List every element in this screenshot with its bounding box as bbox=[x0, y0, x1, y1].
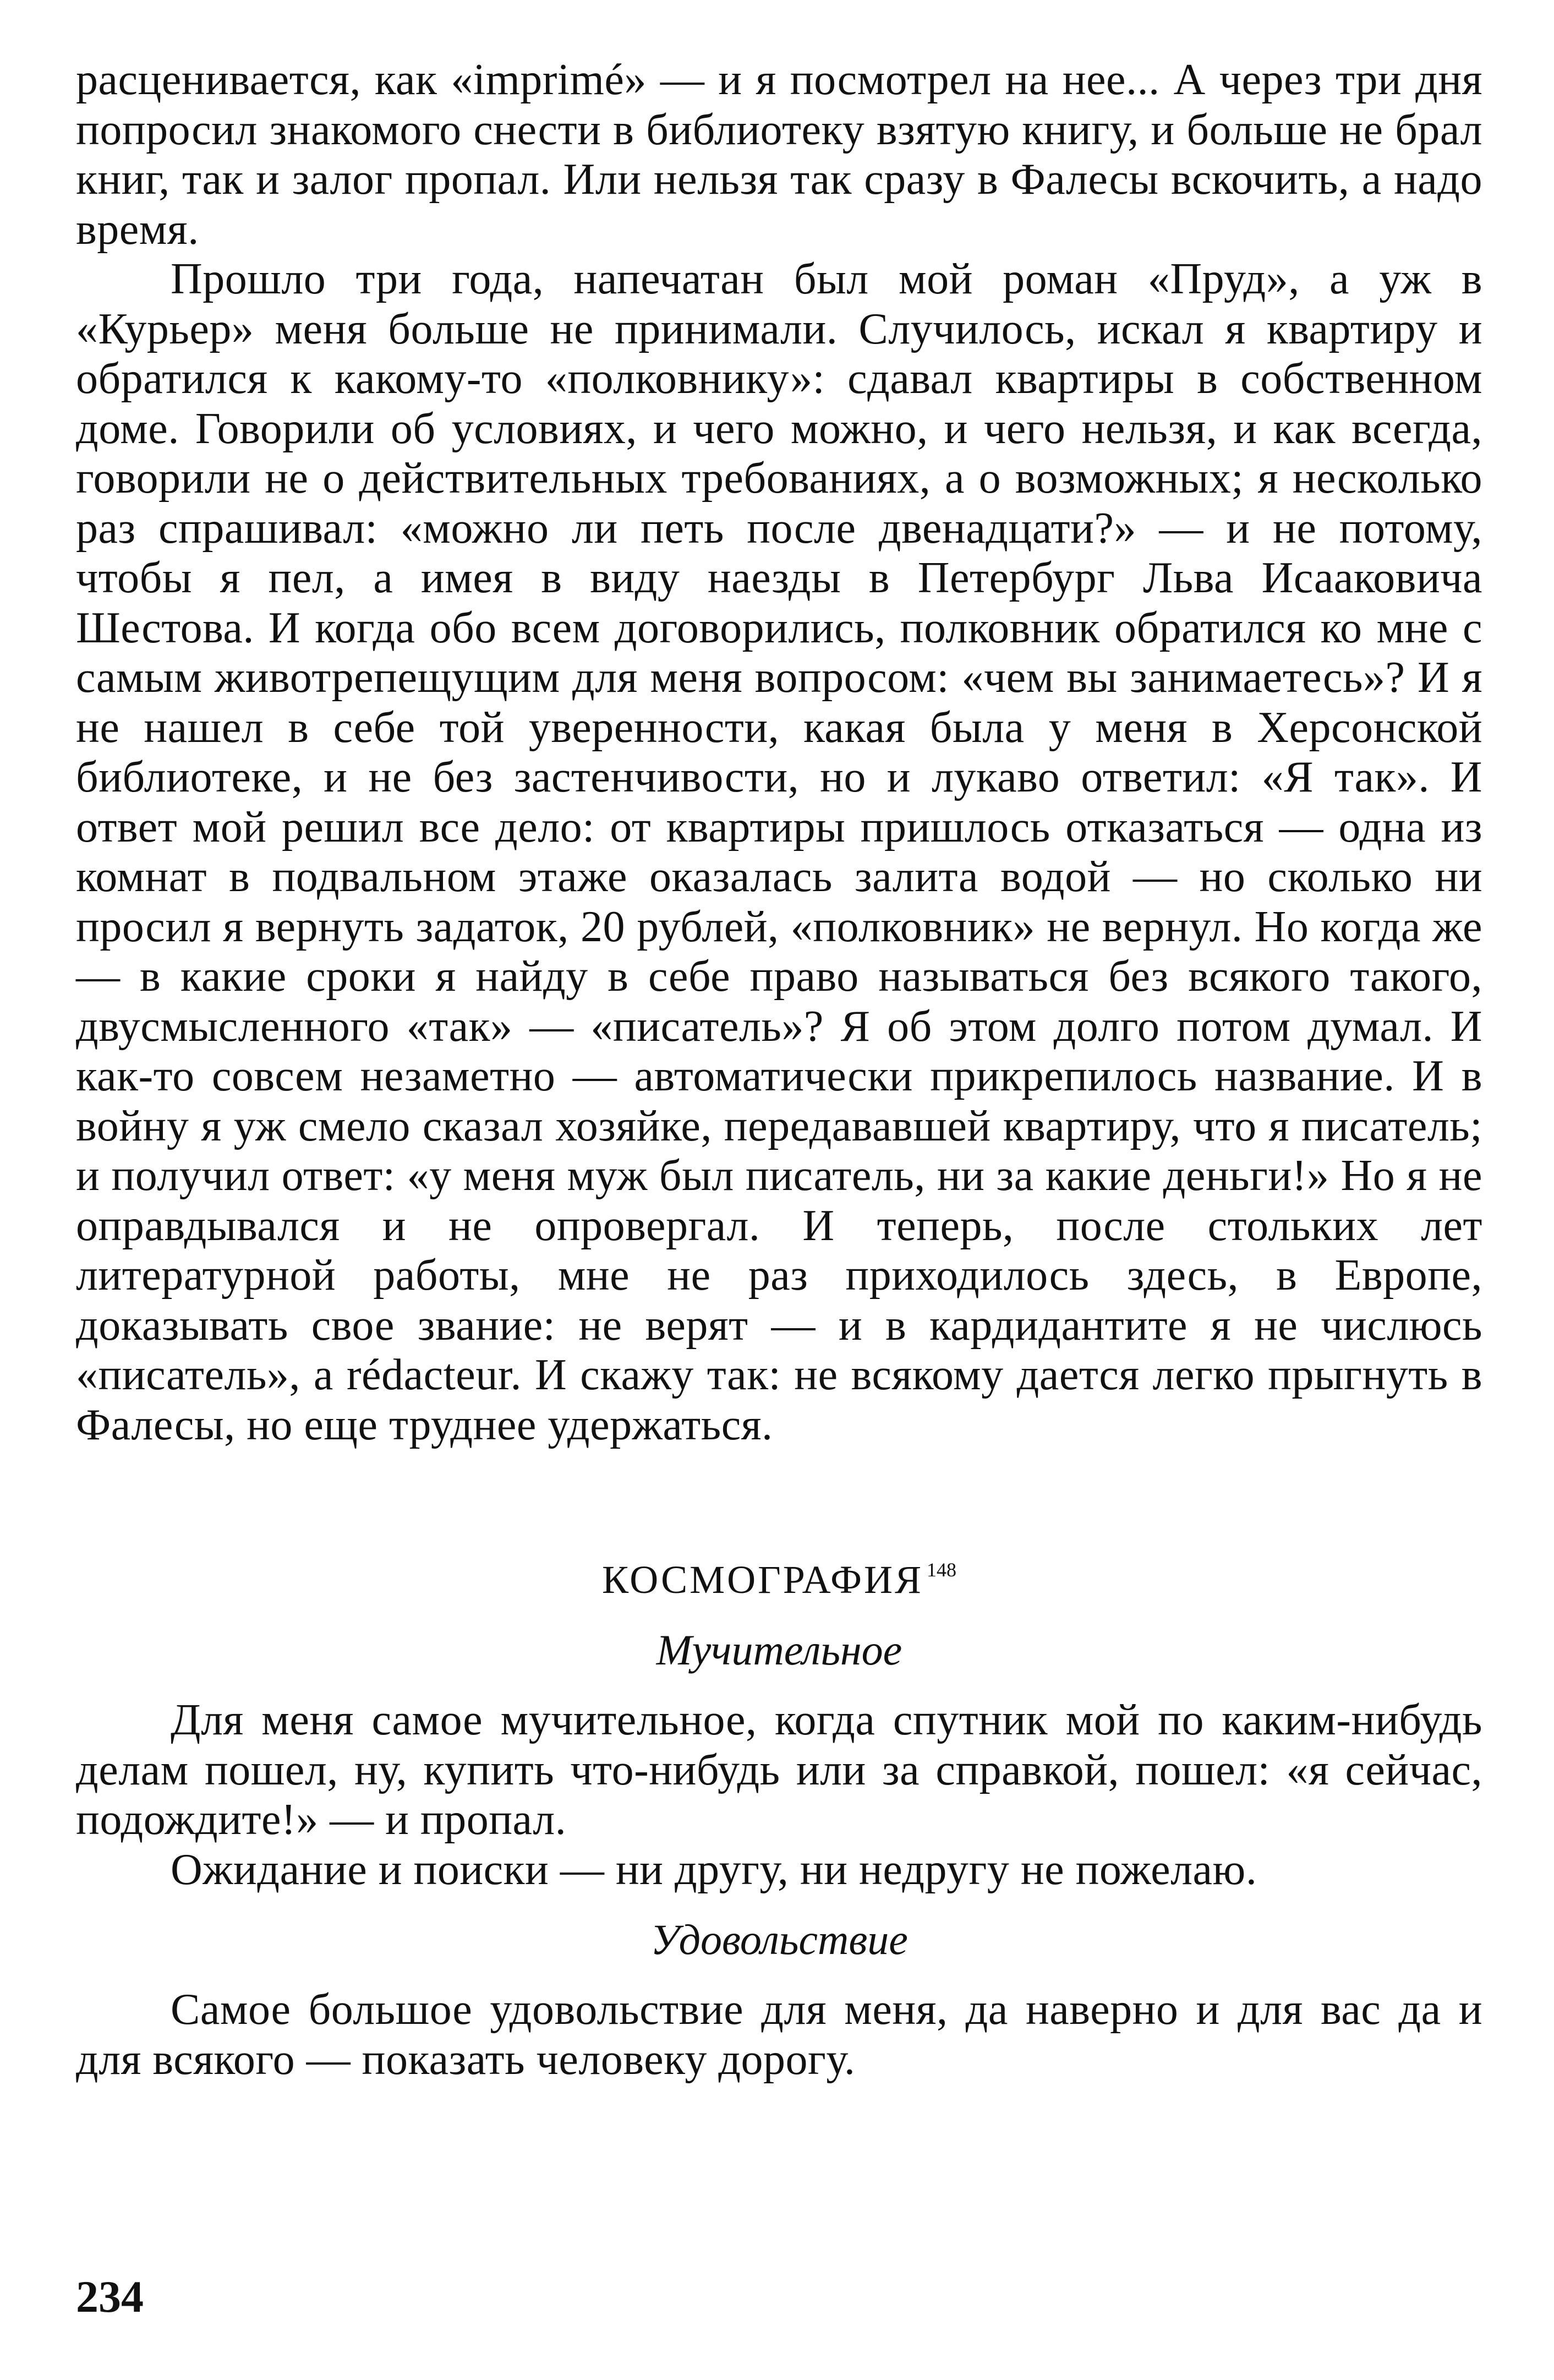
body-paragraph-continued: расценивается, как «imprimé» — и я посмотрел на нее... А через три дня попросил знакомого снести в библиотеку взятую книгу, и больше не брал книг, так и залог пропал. Или нельзя так сразу в Фалесы вскочить, а надо время. bbox=[76, 56, 1482, 254]
subsection-paragraph: Ожидание и поиски — ни другу, ни недругу не пожелаю. bbox=[171, 1845, 1257, 1894]
section-title-text: КОСМОГРАФИЯ bbox=[602, 1558, 923, 1602]
subsection-paragraph: Для меня самое мучительное, когда спутник мой по каким-нибудь делам пошел, ну, купить что-нибудь или за справкой, пошел: «я сейчас, подождите!» — и пропал. bbox=[76, 1696, 1482, 1844]
body-paragraph: Прошло три года, напечатан был мой роман «Пруд», а уж в «Курьер» меня больше не принимали. Случилось, искал я квартиру и обратился к какому-то «полковнику»: сдавал квартиры в собственном доме. Говорили об условиях, и чего можно, и чего нельзя, и как всегда, говорили не о действительных требованиях, а о возможных; я несколько раз спрашивал: «можно ли петь после двенадцати?» — и не потому, чтобы я пел, а имея в виду наезды в Петербург Льва Исааковича Шестова. И когда обо всем договорились, полковник обратился ко мне с самым животрепещущим для меня вопросом: «чем вы занимаетесь»? И я не нашел в себе той уверенности, какая была у меня в Херсонской библиотеке, и не без застенчивости, но и лукаво ответил: «Я так». И ответ мой решил все дело: от квартиры пришлось отказаться — одна из комнат в подвальном этаже оказалась залита водой — но сколько ни просил я вернуть задаток, 20 рублей, «полковник» не вернул. Но когда же — в какие сроки я найду в себе право называться без всякого такого, двусмысленного «так» — «писатель»? Я об этом долго потом думал. И как-то совсем незаметно — автоматически прикрепилось название. И в войну я уж смело сказал хозяйке, передававшей квартиру, что я писатель; и получил ответ: «у меня муж был писатель, ни за какие деньги!» Но я не оправдывался и не опровергал. И теперь, после стольких лет литературной работы, мне не раз приходилось здесь, в Европе, доказывать свое звание: не верят — и в кардидантите я не числюсь «писатель», а rédacteur. И скажу так: не всякому дается легко прыгнуть в Фалесы, но еще труднее удержаться. bbox=[76, 255, 1482, 1449]
page-number: 234 bbox=[76, 2272, 144, 2322]
subsection-heading: Удовольствие bbox=[650, 1915, 908, 1963]
section-title bbox=[76, 1544, 1482, 1605]
footnote-reference: 148 bbox=[926, 1559, 956, 1581]
subsection-heading: Мучительное bbox=[656, 1626, 902, 1674]
book-page bbox=[76, 55, 1482, 2334]
subsection-paragraph: Самое большое удовольствие для меня, да наверно и для вас да и для всякого — показать человеку дорогу. bbox=[76, 1985, 1482, 2084]
